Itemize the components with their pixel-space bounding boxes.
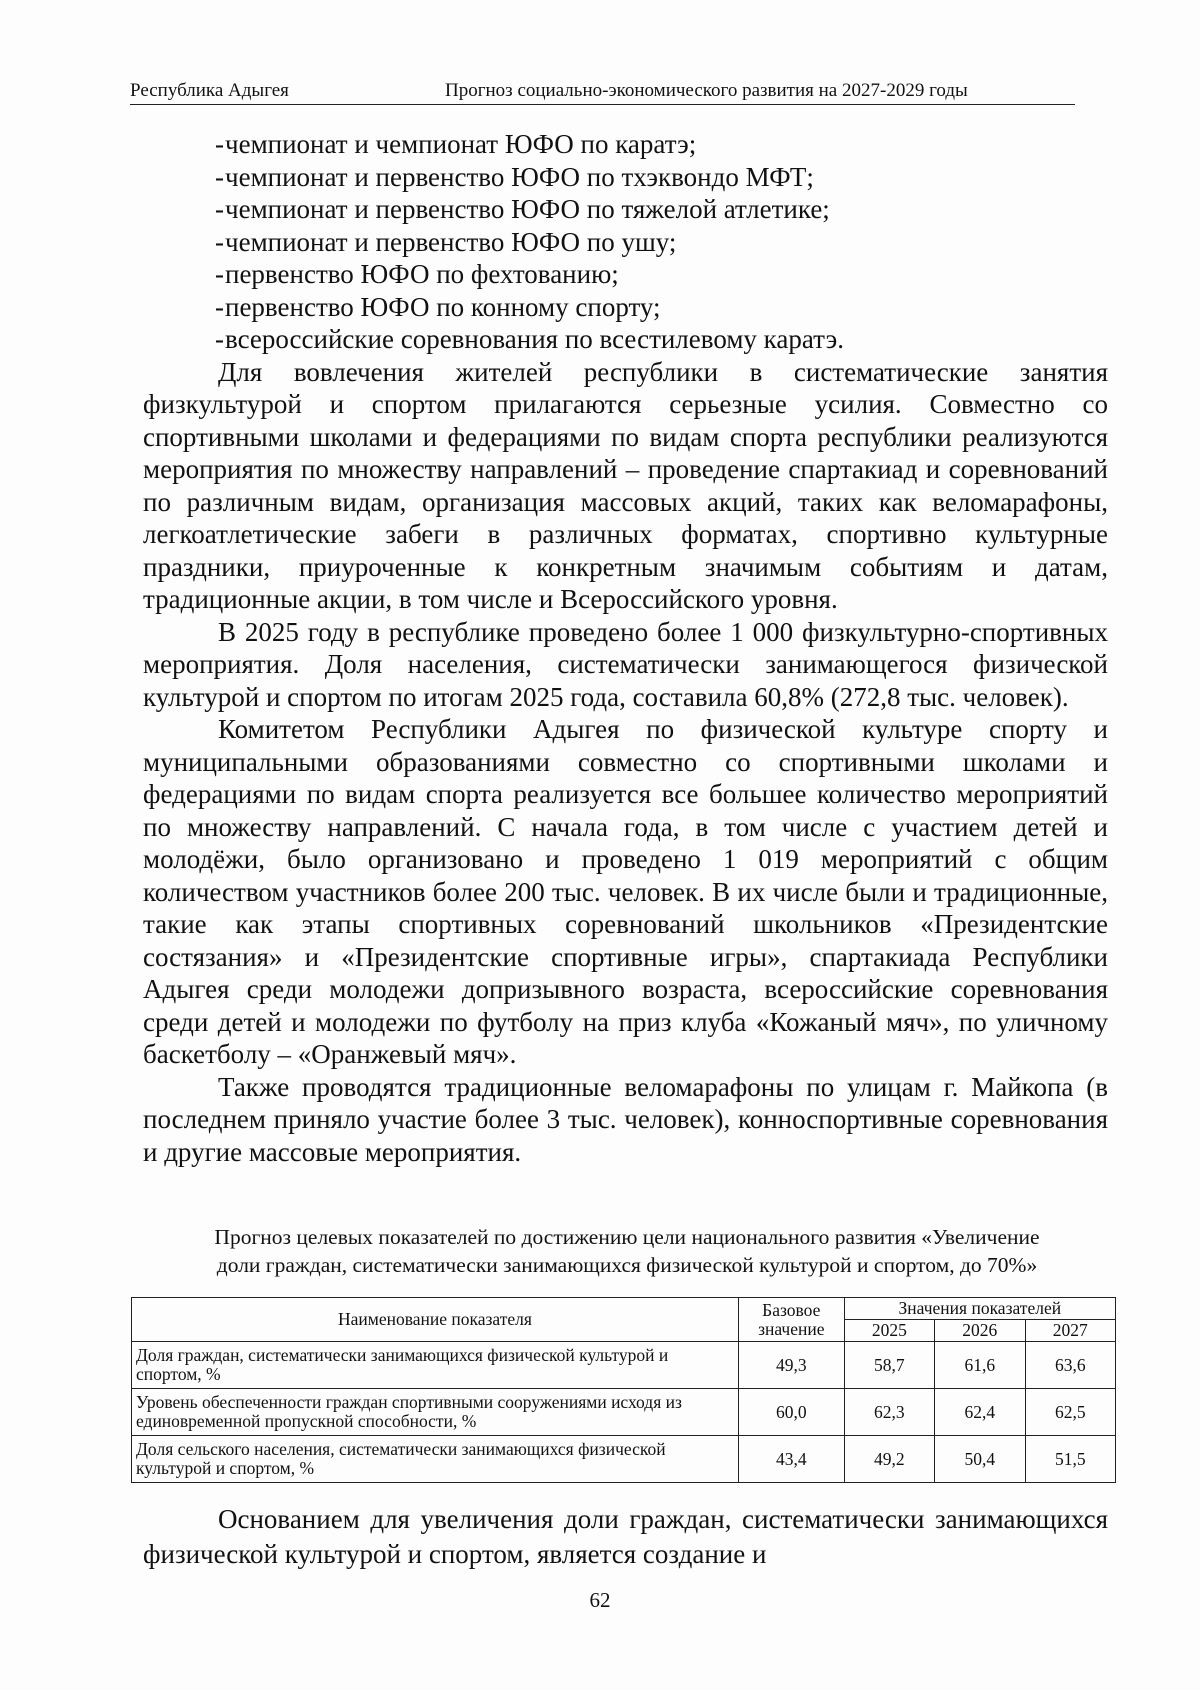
list-item-text: чемпионат и первенство ЮФО по тяжелой атлетике; bbox=[225, 194, 830, 224]
table-header-row bbox=[132, 1298, 1116, 1320]
base-value: 60,0 bbox=[738, 1389, 844, 1436]
col-header-year: 2027 bbox=[1025, 1320, 1115, 1342]
indicator-name: Доля сельского населения, систематически занимающихся физической культурой и спортом, % bbox=[132, 1436, 739, 1483]
col-header-year: 2026 bbox=[935, 1320, 1025, 1342]
value-2026: 50,4 bbox=[935, 1436, 1025, 1483]
list-item-text: чемпионат и первенство ЮФО по ушу; bbox=[225, 226, 677, 257]
body-text bbox=[143, 128, 1108, 1168]
list-item bbox=[143, 128, 1108, 161]
col-header-base-line: Базовое bbox=[762, 1299, 821, 1320]
running-header bbox=[130, 80, 1075, 105]
paragraph: Комитетом Республики Адыгея по физической культуре спорту и муниципальными образованиями совместно со спортивными школами и федерациями по видам спорта реализуется все большее количество мероприятий по множеству направлений. С начала года, в том числе с участием детей и молодёжи, было организовано и проведено 1 019 мероприятий с общим количеством участников более 200 тыс. человек. В их числе были и традиционные, такие как этапы спортивных соревнований школьников «Президентские состязания» и «Президентские спортивные игры», спартакиада Республики Адыгея среди молодежи допризывного возраста, всероссийские соревнования среди детей и молодежи по футболу на приз клуба «Кожаный мяч», по уличному баскетболу – «Оранжевый мяч». bbox=[143, 714, 1108, 1069]
list-dash: - bbox=[215, 161, 224, 192]
list-item bbox=[143, 161, 1108, 194]
list-dash: - bbox=[215, 324, 224, 354]
value-2027: 63,6 bbox=[1025, 1342, 1115, 1389]
col-header-values: Значения показателей bbox=[844, 1298, 1115, 1320]
list-item-text: чемпионат и первенство ЮФО по тхэквондо МФТ; bbox=[225, 161, 814, 192]
indicator-name: Доля граждан, систематически занимающихся физической культурой и спортом, % bbox=[132, 1342, 739, 1389]
col-header-base-line: значение bbox=[758, 1318, 825, 1339]
list-item-text: чемпионат и чемпионат ЮФО по каратэ; bbox=[225, 129, 697, 159]
list-item bbox=[143, 226, 1108, 259]
value-2025: 49,2 bbox=[844, 1436, 934, 1483]
closing-paragraph: Основанием для увеличения доли граждан, систематически занимающихся физической культурой и спортом, является создание и bbox=[143, 1504, 1108, 1569]
list-dash: - bbox=[215, 291, 224, 322]
value-2026: 62,4 bbox=[935, 1389, 1025, 1436]
value-2027: 51,5 bbox=[1025, 1436, 1115, 1483]
list-item-text: первенство ЮФО по фехтованию; bbox=[225, 259, 619, 289]
table-row bbox=[132, 1342, 1116, 1389]
indicators-table bbox=[131, 1297, 1116, 1483]
competition-list bbox=[143, 128, 1108, 356]
base-value: 49,3 bbox=[738, 1342, 844, 1389]
header-document-title: Прогноз социально-экономического развития на 2027-2029 годы bbox=[445, 80, 968, 101]
list-dash: - bbox=[215, 226, 224, 257]
value-2026: 61,6 bbox=[935, 1342, 1025, 1389]
paragraph: Для вовлечения жителей республики в систематические занятия физкультурой и спортом прилагаются серьезные усилия. Совместно со спортивными школами и федерациями по видам спорта республики реализуются мероприятия по множеству направлений – проведение спартакиад и соревнований по различным видам, организация массовых акций, таких как веломарафоны, легкоатлетические забеги в различных форматах, спортивно культурные праздники, приуроченные к конкретным значимым событиям и датам, традиционные акции, в том числе и Всероссийского уровня. bbox=[143, 356, 1108, 614]
value-2025: 58,7 bbox=[844, 1342, 934, 1389]
page-number: 62 bbox=[589, 1588, 611, 1612]
list-item bbox=[143, 323, 1108, 356]
list-item-text: первенство ЮФО по конному спорту; bbox=[225, 291, 661, 322]
table-row bbox=[132, 1436, 1116, 1483]
base-value: 43,4 bbox=[738, 1436, 844, 1483]
list-dash: - bbox=[215, 129, 224, 159]
list-item bbox=[143, 291, 1108, 324]
col-header-name: Наименование показателя bbox=[132, 1298, 739, 1342]
header-region: Республика Адыгея bbox=[130, 80, 289, 101]
table-caption-line: доли граждан, систематически занимающихся физической культурой и спортом, до 70%» bbox=[216, 1253, 1038, 1277]
value-2027: 62,5 bbox=[1025, 1389, 1115, 1436]
table-row bbox=[132, 1389, 1116, 1436]
table-caption bbox=[143, 1223, 1111, 1279]
paragraph: В 2025 году в республике проведено более 1 000 физкультурно-спортивных мероприятия. Доля населения, систематически занимающегося физической культурой и спортом по итогам 2025 года, составила 60,8% (272,8 тыс. человек). bbox=[143, 616, 1108, 712]
value-2025: 62,3 bbox=[844, 1389, 934, 1436]
list-item-text: всероссийские соревнования по всестилевому каратэ. bbox=[225, 324, 844, 354]
paragraph: Также проводятся традиционные веломарафоны по улицам г. Майкопа (в последнем приняло участие более 3 тыс. человек), конноспортивные соревнования и другие массовые мероприятия. bbox=[143, 1071, 1108, 1167]
list-item bbox=[143, 258, 1108, 291]
col-header-base bbox=[738, 1298, 844, 1342]
list-dash: - bbox=[215, 259, 224, 289]
list-item bbox=[143, 193, 1108, 226]
table-caption-line: Прогноз целевых показателей по достижению цели национального развития «Увеличение bbox=[214, 1225, 1040, 1249]
indicator-name: Уровень обеспеченности граждан спортивными сооружениями исходя из единовременной пропускной способности, % bbox=[132, 1389, 739, 1436]
col-header-year: 2025 bbox=[844, 1320, 934, 1342]
list-dash: - bbox=[215, 194, 224, 224]
